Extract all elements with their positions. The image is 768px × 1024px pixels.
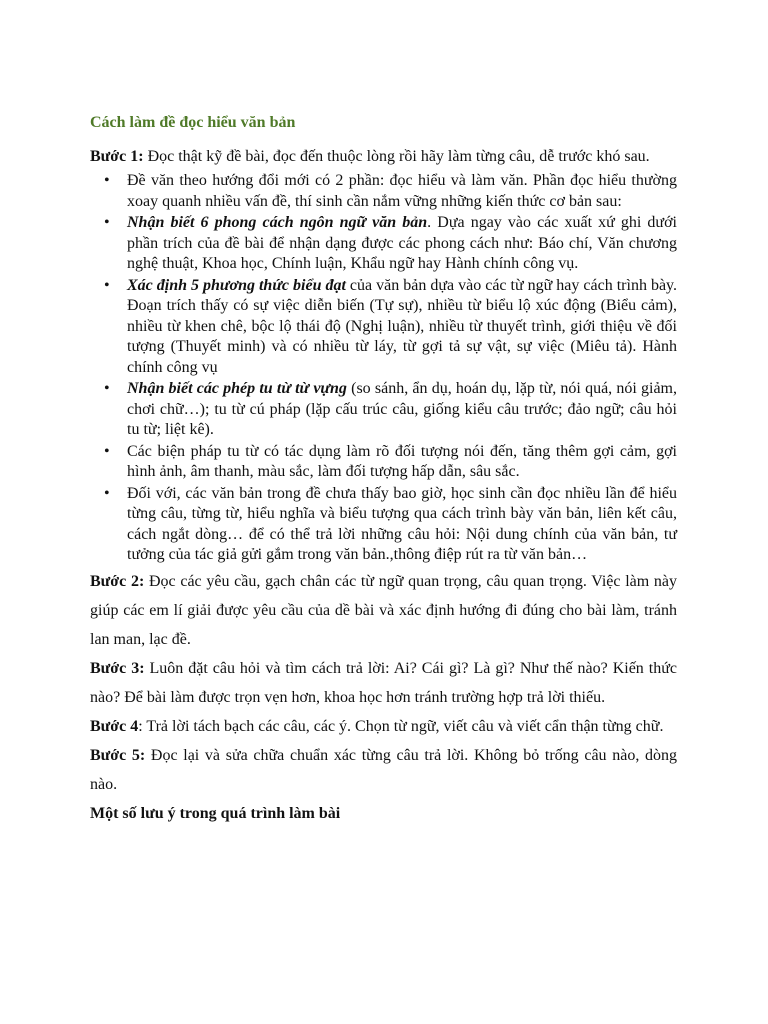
bullet-item — [127, 442, 677, 483]
bullet-item — [127, 213, 677, 275]
bullet-item — [127, 484, 677, 566]
step-2-paragraph — [90, 567, 677, 654]
bullet-text: (so sánh, ẩn dụ, hoán dụ, lặp từ, nói quá, nói giảm, chơi chữ…); tu từ cú pháp (lặp cấu trúc câu, giống kiểu câu trước; đảo ngữ; câu hỏi tu từ; liệt kê). — [127, 380, 678, 438]
bullet-text: Các biện pháp tu từ có tác dụng làm rõ đối tượng nói đến, tăng thêm gợi cảm, gợi hình ảnh, âm thanh, màu sắc, làm đối tượng hấp dẫn, sâu sắc. — [127, 442, 677, 480]
step-1-paragraph — [90, 143, 677, 171]
step-4-text: : Trả lời tách bạch các câu, các ý. Chọn từ ngữ, viết câu và viết cẩn thận từng chữ. — [138, 717, 664, 735]
step-2-label: Bước 2: — [90, 572, 145, 590]
step-4-label: Bước 4 — [90, 717, 139, 735]
document-body — [90, 111, 677, 827]
knowledge-bullet-list — [90, 171, 677, 566]
step-5-paragraph — [90, 741, 677, 799]
bullet-item — [127, 379, 677, 441]
step-2-text: Đọc các yêu cầu, gạch chân các từ ngữ quan trọng, câu quan trọng. Việc làm này giúp các em lí giải được yêu cầu của dề bài và xác định hướng đi đúng cho bài làm, tránh lan man, lạc đề. — [90, 572, 678, 648]
step-3-paragraph — [90, 654, 677, 712]
step-5-label: Bước 5: — [90, 746, 146, 764]
section-heading: Cách làm đề đọc hiểu văn bản — [90, 114, 296, 131]
bullet-text: Đề văn theo hướng đổi mới có 2 phần: đọc hiểu và làm văn. Phần đọc hiểu thường xoay quanh nhiều vấn đề, thí sinh cần nắm vững những kiến thức cơ bản sau: — [127, 172, 677, 210]
step-1-label: Bước 1: — [90, 148, 144, 165]
bullet-emphasis: Nhận biết các phép tu từ từ vựng — [127, 380, 347, 397]
step-4-paragraph — [90, 712, 677, 741]
step-3-text: Luôn đặt câu hỏi và tìm cách trả lời: Ai? Cái gì? Là gì? Như thế nào? Kiến thức nào? Để bài làm được trọn vẹn hơn, khoa học hơn tránh trường hợp trả lời thiếu. — [90, 659, 677, 706]
bullet-item — [127, 276, 677, 379]
bullet-text: Đối với, các văn bản trong đề chưa thấy bao giờ, học sinh cần đọc nhiều lần để hiểu từng câu, từng từ, hiểu nghĩa và biểu tượng qua cách trình bày văn bản, liên kết câu, cách ngắt dòng… để có thể trả lời những câu hỏi: Nội dung chính của văn bản, tư tưởng của tác giả gửi gắm trong văn bản.,thông điệp rút ra từ văn bản… — [127, 484, 677, 563]
bullet-item — [127, 171, 677, 212]
step-5-text: Đọc lại và sửa chữa chuẩn xác từng câu trả lời. Không bỏ trống câu nào, dòng nào. — [90, 746, 678, 793]
bullet-text: của văn bản dựa vào các từ ngữ hay cách trình bày. Đoạn trích thấy có sự việc diễn biến (Tự sự), nhiều từ biểu lộ xúc động (Biểu cảm), nhiều từ khen chê, bộc lộ thái độ (Nghị luận), nhiều từ thuyết trình, giới thiệu về đối tượng (Thuyết minh) và có nhiều từ láy, từ gợi tả sự vật, sự việc (Miêu tả). Hành chính công vụ — [127, 276, 678, 376]
bullet-emphasis: Nhận biết 6 phong cách ngôn ngữ văn bản — [127, 214, 428, 231]
step-1-text: Đọc thật kỹ đề bài, đọc đến thuộc lòng rồi hãy làm từng câu, dễ trước khó sau. — [143, 148, 650, 165]
step-3-label: Bước 3: — [90, 659, 145, 677]
notes-subheading: Một số lưu ý trong quá trình làm bài — [90, 804, 341, 822]
bullet-emphasis: Xác định 5 phương thức biểu đạt — [127, 276, 346, 294]
bullet-text: . Dựa ngay vào các xuất xứ ghi dưới phần trích của đề bài để nhận dạng được các phong cách như: Báo chí, Văn chương nghệ thuật, Khoa học, Chính luận, Khẩu ngữ hay Hành chính công vụ. — [127, 214, 677, 272]
